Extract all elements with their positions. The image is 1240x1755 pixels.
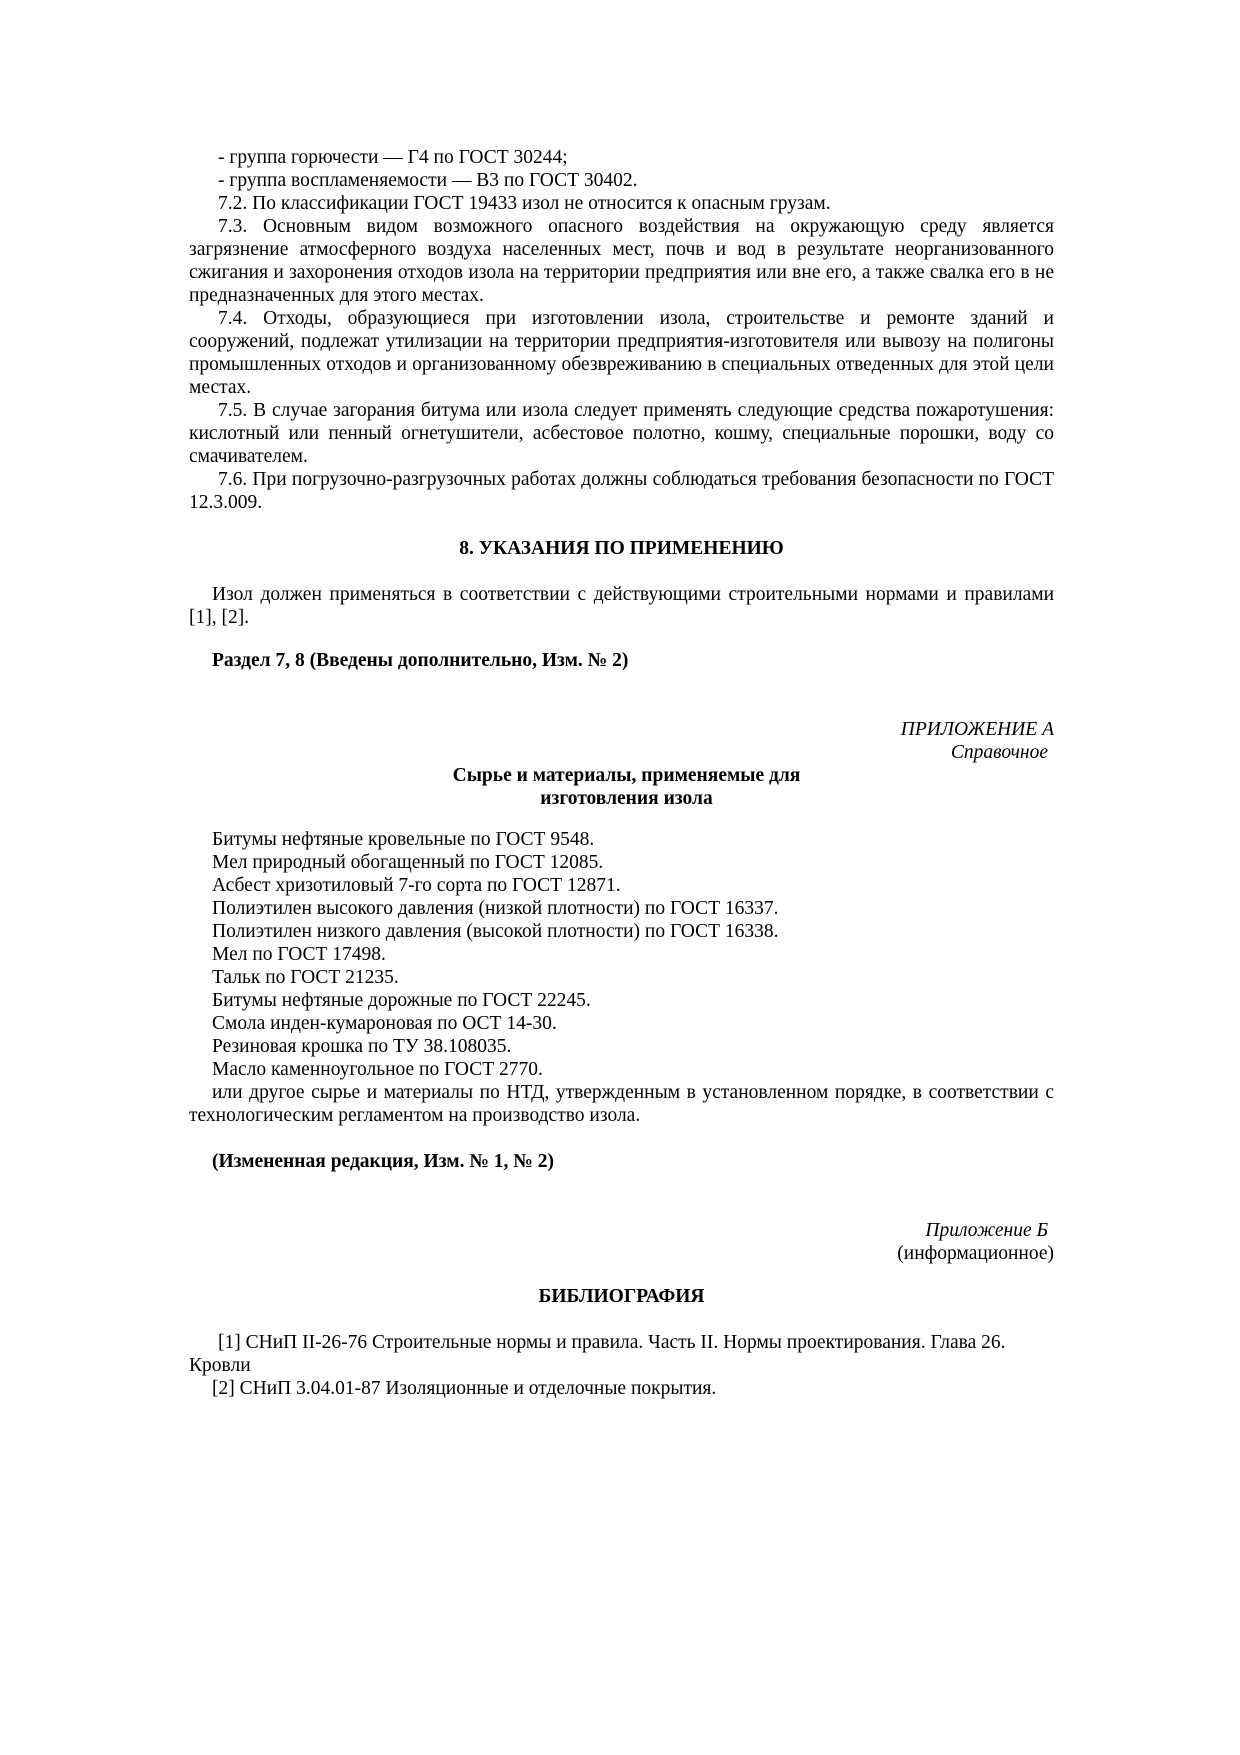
appendix-b-type: (информационное) bbox=[897, 1243, 1054, 1264]
bibliography-title: БИБЛИОГРАФИЯ bbox=[538, 1286, 705, 1307]
list-item: Мел природный обогащенный по ГОСТ 12085. bbox=[212, 852, 604, 873]
list-item: Резиновая крошка по ТУ 38.108035. bbox=[212, 1036, 512, 1057]
list-item: Смола инден-кумароновая по ОСТ 14-30. bbox=[212, 1013, 557, 1034]
paragraph-7-6: 7.6. При погрузочно-разгрузочных работах должны соблюдаться требования безопасности по ГОСТ 12.3.009. bbox=[189, 469, 1054, 513]
section-8-title: 8. УКАЗАНИЯ ПО ПРИМЕНЕНИЮ bbox=[459, 538, 784, 559]
appendix-a-title-line2: изготовления изола bbox=[540, 788, 713, 809]
list-item: Полиэтилен низкого давления (высокой плотности) по ГОСТ 16338. bbox=[212, 921, 779, 942]
paragraph-7-5: 7.5. В случае загорания битума или изола следует применять следующие средства пожаротушения: кислотный или пенный огнетушители, асбестовое полотно, кошму, специальные порошки, воду со смачивателем. bbox=[189, 400, 1054, 467]
list-item: Полиэтилен высокого давления (низкой плотности) по ГОСТ 16337. bbox=[212, 898, 779, 919]
section-8-text: Изол должен применяться в соответствии с действующими строительными нормами и правилами [1], [2]. bbox=[189, 584, 1054, 628]
list-item: Битумы нефтяные кровельные по ГОСТ 9548. bbox=[212, 829, 595, 850]
list-item: Битумы нефтяные дорожные по ГОСТ 22245. bbox=[212, 990, 591, 1011]
list-item: Асбест хризотиловый 7-го сорта по ГОСТ 12871. bbox=[212, 875, 621, 896]
fire-group-line: - группа горючести — Г4 по ГОСТ 30244; bbox=[218, 147, 568, 168]
appendix-a-title-line1: Сырье и материалы, применяемые для bbox=[452, 765, 801, 786]
paragraph-7-3: 7.3. Основным видом возможного опасного воздействия на окружающую среду является загрязнение атмосферного воздуха населенных мест, почв и вод в результате неорганизованного сжигания и захоронения отходов изола на территории предприятия или вне его, а также свалка его в не предназначенных для этого местах. bbox=[189, 216, 1054, 306]
materials-list bbox=[189, 828, 1054, 1081]
appendix-b-label: Приложение Б bbox=[925, 1220, 1048, 1241]
section-7-8-note: Раздел 7, 8 (Введены дополнительно, Изм. № 2) bbox=[212, 650, 629, 671]
materials-tail: или другое сырье и материалы по НТД, утвержденным в установленном порядке, в соответствии с технологическим регламентом на производство изола. bbox=[189, 1082, 1054, 1126]
flammability-group-line: - группа воспламеняемости — В3 по ГОСТ 30402. bbox=[218, 170, 638, 191]
bibliography-item: [2] СНиП 3.04.01-87 Изоляционные и отделочные покрытия. bbox=[212, 1378, 717, 1399]
list-item: Масло каменноугольное по ГОСТ 2770. bbox=[212, 1059, 543, 1080]
bibliography-item: [1] СНиП II-26-76 Строительные нормы и правила. Часть II. Нормы проектирования. Глава 26. Кровли bbox=[189, 1332, 1006, 1376]
appendix-a-type: Справочное bbox=[950, 742, 1048, 763]
bibliography-list bbox=[189, 1331, 1054, 1400]
paragraph-7-4: 7.4. Отходы, образующиеся при изготовлении изола, строительстве и ремонте зданий и сооружений, подлежат утилизации на территории предприятия-изготовителя или вывозу на полигоны промышленных отходов и организованному обезвреживанию в специальных отведенных для этой цели местах. bbox=[189, 308, 1054, 398]
list-item: Мел по ГОСТ 17498. bbox=[212, 944, 386, 965]
document-page bbox=[189, 146, 1054, 1400]
appendix-a-note: (Измененная редакция, Изм. № 1, № 2) bbox=[212, 1151, 555, 1172]
paragraph-7-2: 7.2. По классификации ГОСТ 19433 изол не относится к опасным грузам. bbox=[218, 193, 831, 214]
list-item: Тальк по ГОСТ 21235. bbox=[212, 967, 399, 988]
appendix-a-label: ПРИЛОЖЕНИЕ А bbox=[900, 719, 1054, 740]
